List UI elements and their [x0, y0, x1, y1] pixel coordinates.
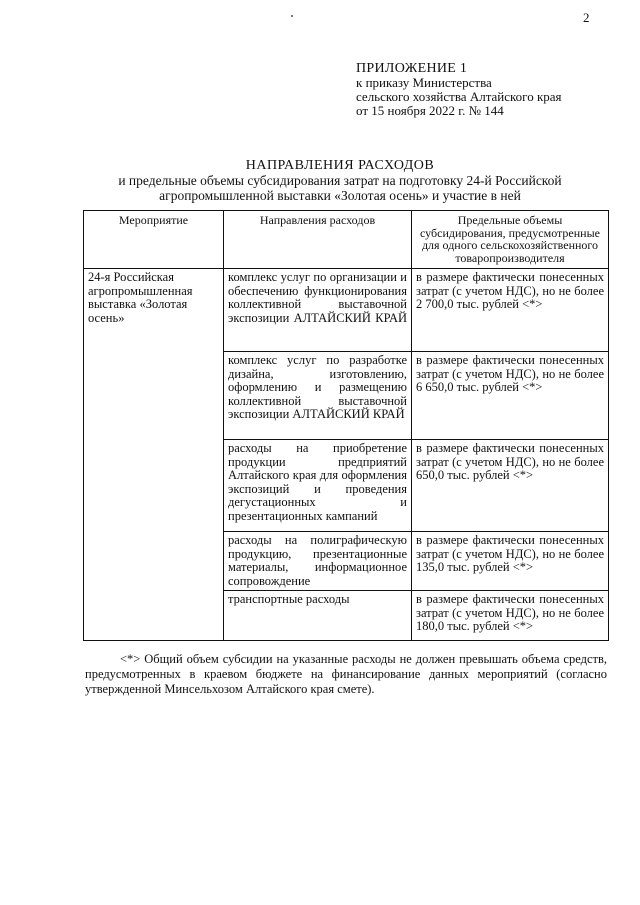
document-heading [70, 158, 610, 203]
appendix-line-3: от 15 ноября 2022 г. № 144 [356, 103, 504, 118]
direction-cell: расходы на полиграфическую продукцию, презентационные материалы, информационное сопровождение [224, 532, 412, 591]
direction-cell: комплекс услуг по организации и обеспечению функционирования коллективной выставочной экспозиции АЛТАЙСКИЙ КРАЙ [224, 269, 412, 352]
direction-cell: расходы на приобретение продукции предприятий Алтайского края для оформления экспозиций и проведения дегустационных и презентационных кампаний [224, 440, 412, 532]
heading-title: НАПРАВЛЕНИЯ РАСХОДОВ [245, 158, 435, 173]
direction-cell: транспортные расходы [224, 591, 412, 641]
appendix-title: ПРИЛОЖЕНИЕ 1 [356, 61, 468, 76]
direction-cell: комплекс услуг по разработке дизайна, изготовлению, оформлению и размещению коллективной выставочной экспозиции АЛТАЙСКИЙ КРАЙ [224, 352, 412, 440]
page-number: 2 [583, 10, 590, 25]
header-event: Мероприятие [84, 211, 224, 269]
limit-cell: в размере фактически понесенных затрат (с учетом НДС), но не более 6 650,0 тыс. рублей <*> [412, 352, 609, 440]
heading-subtitle-2: агропромышленной выставки «Золотая осень» и участие в ней [159, 188, 521, 203]
appendix-line-2: сельского хозяйства Алтайского края [356, 89, 562, 104]
event-cell: 24-я Российская агропромышленная выставка «Золотая осень» [84, 269, 224, 641]
limit-cell: в размере фактически понесенных затрат (с учетом НДС), но не более 2 700,0 тыс. рублей <*> [412, 269, 609, 352]
limit-cell: в размере фактически понесенных затрат (с учетом НДС), но не более 650,0 тыс. рублей <*> [412, 440, 609, 532]
footnote: <*> Общий объем субсидии на указанные расходы не должен превышать объема средств, предусмотренных в краевом бюджете на финансирование данных мероприятий (согласно утвержденной Минсельхозом Алтайского края смете). [85, 652, 607, 696]
expenses-table [83, 210, 609, 641]
table-row [84, 269, 609, 352]
limit-cell: в размере фактически понесенных затрат (с учетом НДС), но не более 180,0 тыс. рублей <*> [412, 591, 609, 641]
header-limit: Предельные объемы субсидирования, предусмотренные для одного сельскохозяйственного товаропроизводителя [412, 211, 609, 269]
header-direction: Направления расходов [224, 211, 412, 269]
scan-speck [291, 15, 293, 17]
appendix-block [356, 62, 562, 118]
table-header-row [84, 211, 609, 269]
appendix-line-1: к приказу Министерства [356, 75, 492, 90]
heading-subtitle-1: и предельные объемы субсидирования затрат на подготовку 24-й Российской [118, 173, 562, 188]
limit-cell: в размере фактически понесенных затрат (с учетом НДС), но не более 135,0 тыс. рублей <*> [412, 532, 609, 591]
